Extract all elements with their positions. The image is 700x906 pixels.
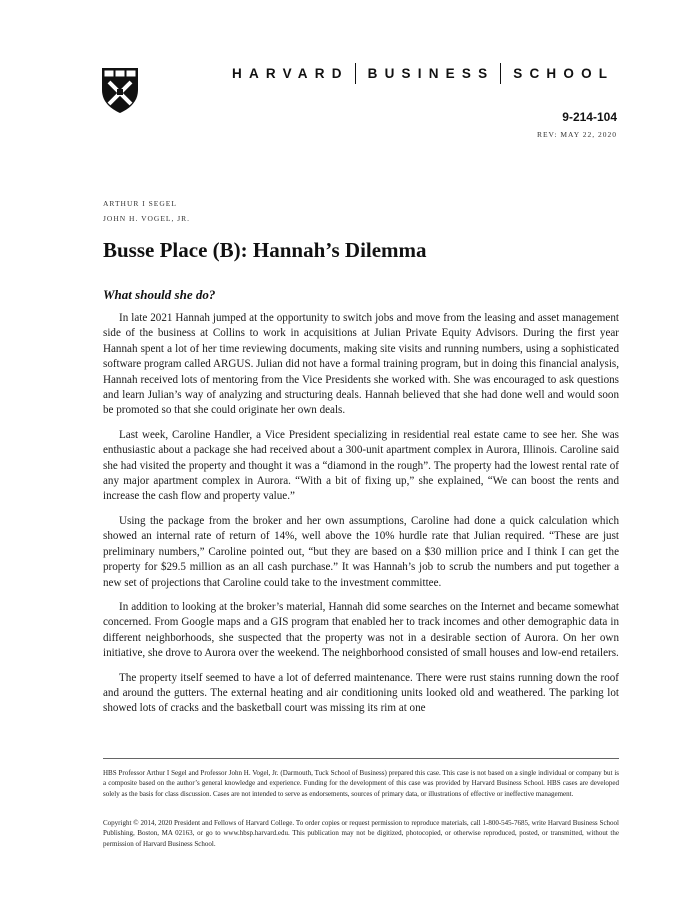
case-number: 9-214-104 [562, 110, 617, 124]
wordmark-divider [500, 63, 501, 84]
body-paragraph: In addition to looking at the broker’s material, Hannah did some searches on the Internet and became somewhat concerned. From Google maps and a GIS program that enabled her to track incomes and other demographic data in different neighborhoods, she suspected that the property was not in a desirable section of Aurora. On her own initiative, she drove to Aurora over the weekend. The neighborhood consisted of small houses and low-end retailers. [103, 600, 619, 660]
wordmark-business: BUSINESS [367, 65, 495, 81]
disclaimer-footnote: HBS Professor Arthur I Segel and Professor John H. Vogel, Jr. (Darmouth, Tuck School of Business) prepared this case. This case is not based on a single individual or company but is a composite based on the author’s general knowledge and experience. Funding for the development of this case was provided by Harvard Business School. HBS cases are developed solely as the basis for class discussion. Cases are not intended to serve as endorsements, sources of primary data, or illustrations of effective or ineffective management. [103, 769, 619, 798]
hbs-wordmark [232, 63, 614, 83]
wordmark-divider [355, 63, 356, 84]
body-paragraph: In late 2021 Hannah jumped at the opportunity to switch jobs and move from the leasing and asset management side of the business at Collins to work in acquisitions at Julian Private Equity Advisors. During the first year Hannah spent a lot of her time reviewing documents, making site visits and running numbers, using a sophisticated software program called ARGUS. Julian did not have a formal training program, but in doing this financial analysis, Hannah received lots of mentoring from the Vice Presidents she worked with. She was encouraged to ask questions and learn Julian’s way of analyzing and structuring deals. Hannah believed that she had done well and would soon be promoted so that she could originate her own deals. [103, 312, 619, 417]
section-heading: What should she do? [103, 287, 216, 302]
wordmark-school: SCHOOL [513, 65, 615, 81]
case-title: Busse Place (B): Hannah’s Dilemma [103, 238, 427, 262]
copyright-footnote: Copyright © 2014, 2020 President and Fellows of Harvard College. To order copies or request permission to reproduce materials, call 1-800-545-7685, write Harvard Business School Publishing, Boston, MA 02163, or go to www.hbsp.harvard.edu. This publication may not be digitized, photocopied, or otherwise reproduced, posted, or transmitted, without the permission of Harvard Business School. [103, 819, 619, 848]
author-name: ARTHUR I SEGEL [103, 199, 177, 208]
author-name: JOHN H. VOGEL, JR. [103, 214, 191, 223]
revision-date: REV: MAY 22, 2020 [536, 130, 617, 139]
body-paragraph: Using the package from the broker and her own assumptions, Caroline had done a quick calculation which showed an internal rate of return of 14%, well above the 10% hurdle rate that Julian required. “These are just preliminary numbers,” Caroline pointed out, “but they are based on a $30 million price and I think I can get the property for $29.5 million as an all cash purchase.” It was Hannah’s job to scrub the numbers and put together a new set of projections that Caroline could take to the investment committee. [103, 514, 619, 589]
body-paragraph: The property itself seemed to have a lot of deferred maintenance. There were rust stains running down the roof and around the gutters. The external heating and air conditioning units looked old and weathered. The parking lot showed lots of cracks and the basketball court was missing its rim at one [103, 671, 619, 715]
case-body [103, 311, 619, 726]
harvard-shield-logo [100, 66, 140, 114]
footnote-divider [103, 758, 619, 759]
wordmark-harvard: HARVARD [232, 65, 349, 81]
body-paragraph: Last week, Caroline Handler, a Vice President specializing in residential real estate came to see her. She was enthusiastic about a package she had received about a 300-unit apartment complex in Aurora, Illinois. Caroline said she had visited the property and thought it was a “diamond in the rough”. The property had the lowest rental rate of any major apartment complex in Aurora. “With a bit of fixing up,” she explained, “We can boost the rents and increase the cash flow and property value.” [103, 428, 619, 503]
